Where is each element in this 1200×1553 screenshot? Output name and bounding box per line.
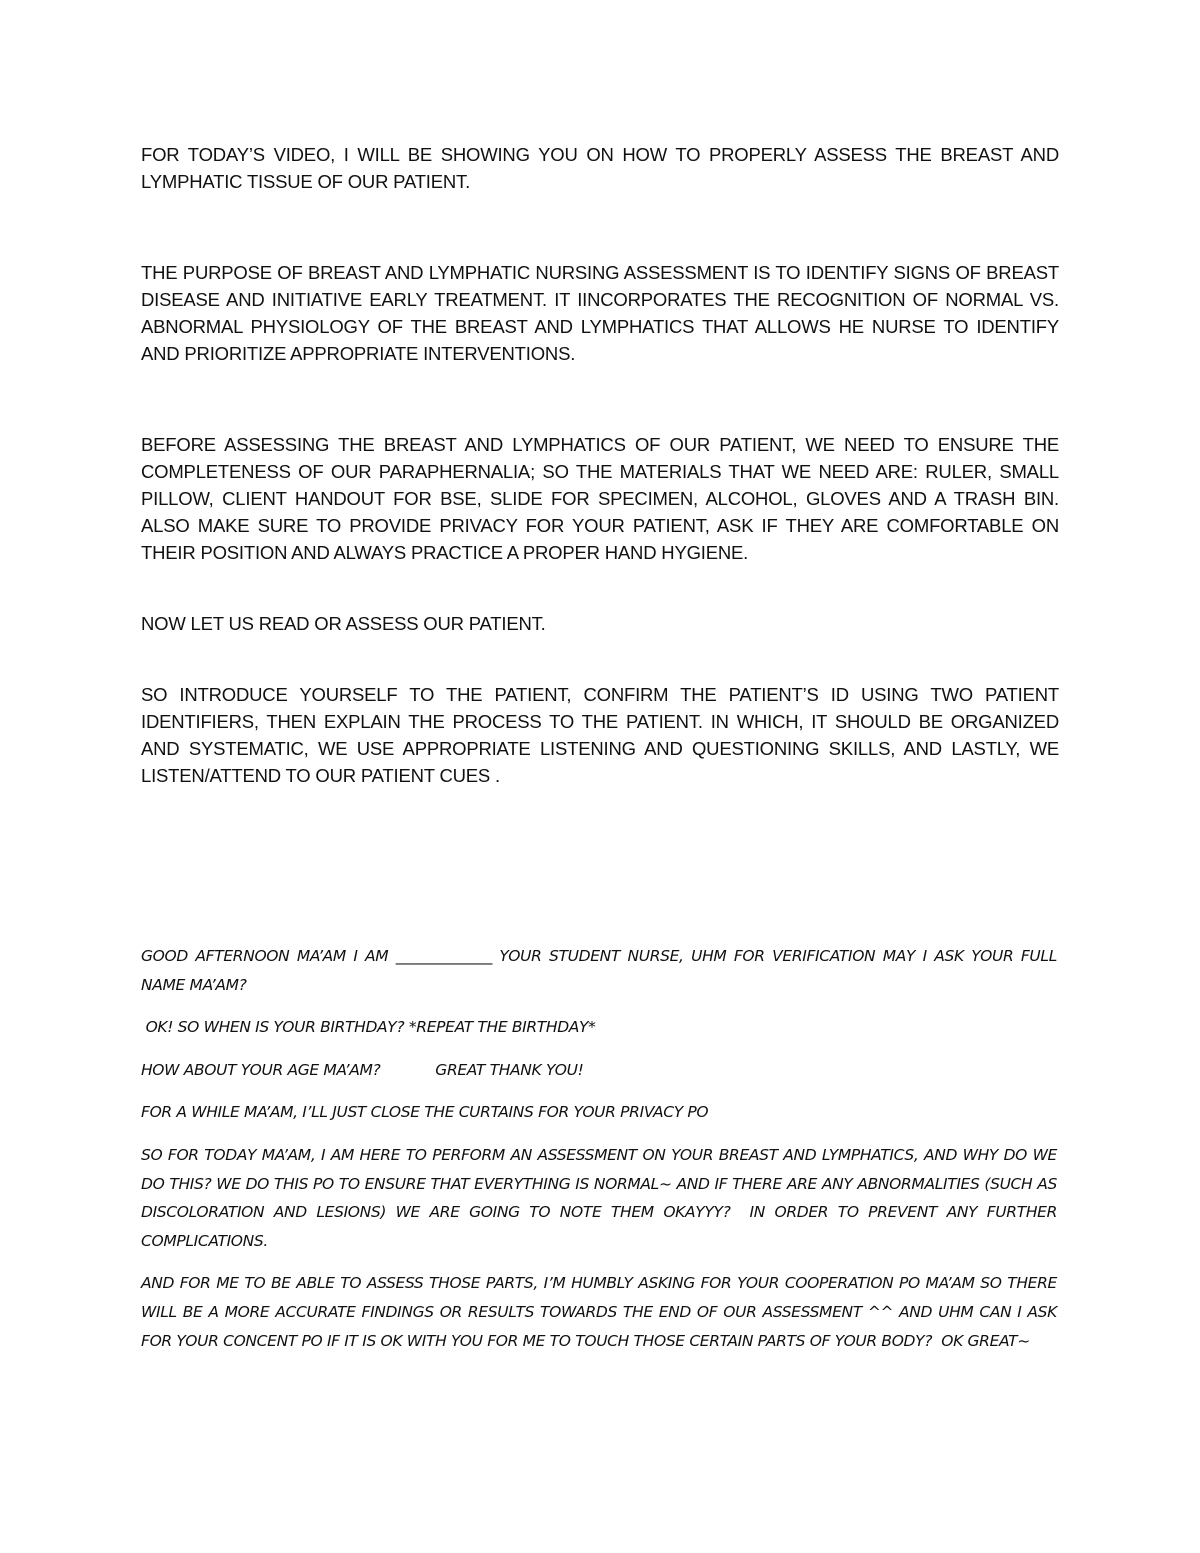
introduction-steps-paragraph: SO INTRODUCE YOURSELF TO THE PATIENT, CONFIRM THE PATIENT’S ID USING TWO PATIENT IDENTIFIERS, THEN EXPLAIN THE PROCESS TO THE PATIENT. IN WHICH, IT SHOULD BE ORGANIZED AND SYSTEMATIC, WE USE APPROPRIATE LISTENING AND QUESTIONING SKILLS, AND LASTLY, WE LISTEN/ATTEND TO OUR PATIENT CUES . [141,684,1059,786]
narration-section [141,141,1059,789]
assess-paragraph: NOW LET US READ OR ASSESS OUR PATIENT. [141,613,546,634]
script-line-birthday: OK! SO WHEN IS YOUR BIRTHDAY? *REPEAT THE BIRTHDAY* [141,1018,596,1037]
dialogue-script-section [141,942,1062,1370]
script-line-privacy: FOR A WHILE MA’AM, I’LL JUST CLOSE THE CURTAINS FOR YOUR PRIVACY PO [141,1103,709,1122]
script-line-greeting: GOOD AFTERNOON MA’AM I AM _____________ YOUR STUDENT NURSE, UHM FOR VERIFICATION MAY I ASK YOUR FULL NAME MA’AM? [141,947,1057,994]
script-line-purpose: SO FOR TODAY MA’AM, I AM HERE TO PERFORM AN ASSESSMENT ON YOUR BREAST AND LYMPHATICS, AND WHY DO WE DO THIS? WE DO THIS PO TO ENSURE THAT EVERYTHING IS NORMAL~ AND IF THERE ARE ANY ABNORMALITIES (SUCH AS DISCOLORATION AND LESIONS) WE ARE GOING TO NOTE THEM OKAYYY? IN ORDER TO PREVENT ANY FURTHER COMPLICATIONS. [141,1145,1062,1250]
intro-paragraph: FOR TODAY’S VIDEO, I WILL BE SHOWING YOU ON HOW TO PROPERLY ASSESS THE BREAST AND LYMPHATIC TISSUE OF OUR PATIENT. [141,144,1059,192]
purpose-paragraph: THE PURPOSE OF BREAST AND LYMPHATIC NURSING ASSESSMENT IS TO IDENTIFY SIGNS OF BREAST DISEASE AND INITIATIVE EARLY TREATMENT. IT IINCORPORATES THE RECOGNITION OF NORMAL VS. ABNORMAL PHYSIOLOGY OF THE BREAST AND LYMPHATICS THAT ALLOWS HE NURSE TO IDENTIFY AND PRIORITIZE APPROPRIATE INTERVENTIONS. [141,262,1059,364]
script-line-consent: AND FOR ME TO BE ABLE TO ASSESS THOSE PARTS, I’M HUMBLY ASKING FOR YOUR COOPERATION PO MA’AM SO THERE WILL BE A MORE ACCURATE FINDINGS OR RESULTS TOWARDS THE END OF OUR ASSESSMENT ^^ AND UHM CAN I ASK FOR YOUR CONCENT PO IF IT IS OK WITH YOU FOR ME TO TOUCH THOSE CERTAIN PARTS OF YOUR BODY? OK GREAT~ [141,1274,1062,1350]
script-line-age: HOW ABOUT YOUR AGE MA’AM? GREAT THANK YOU! [141,1060,584,1079]
materials-paragraph: BEFORE ASSESSING THE BREAST AND LYMPHATICS OF OUR PATIENT, WE NEED TO ENSURE THE COMPLETENESS OF OUR PARAPHERNALIA; SO THE MATERIALS THAT WE NEED ARE: RULER, SMALL PILLOW, CLIENT HANDOUT FOR BSE, SLIDE FOR SPECIMEN, ALCOHOL, GLOVES AND A TRASH BIN. ALSO MAKE SURE TO PROVIDE PRIVACY FOR YOUR PATIENT, ASK IF THEY ARE COMFORTABLE ON THEIR POSITION AND ALWAYS PRACTICE A PROPER HAND HYGIENE. [141,434,1059,563]
